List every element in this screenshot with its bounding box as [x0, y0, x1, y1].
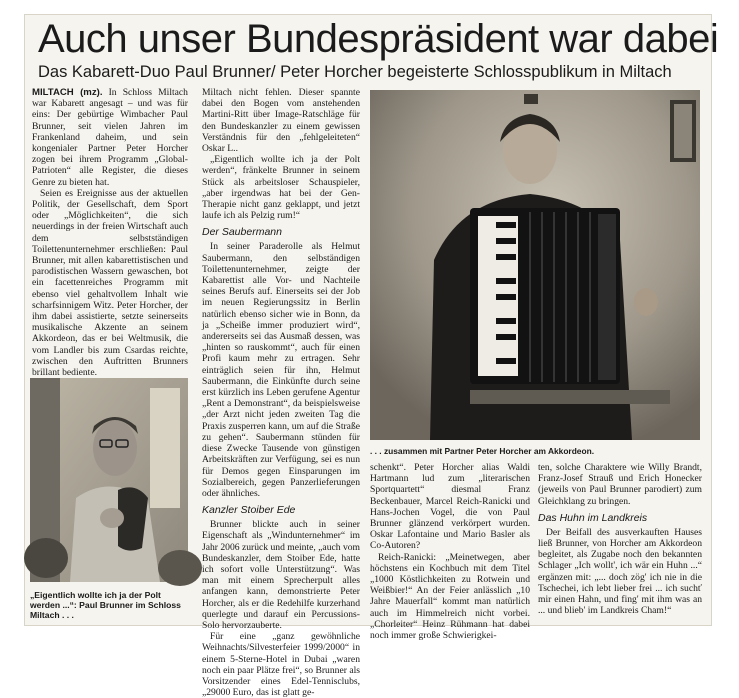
dateline: MILTACH (mz). [32, 87, 103, 98]
article-column-4 [538, 462, 702, 622]
paragraph: Der Beifall des ausverkauften Hauses ließ Brunner, von Horcher am Akkordeon begleitet, als Zugabe noch den bekannten Schlager „Ich wollt', ich wär ein Huhn ...“ ergänzen mit: „... doch zög' ich nie in die Tschechei, ich lebt lieber frei ... ich suchť mir einen Hahn, und fing' mit ihm was an ... und blieb' im Landkreis Cham!“ [538, 526, 702, 617]
paragraph: Für eine „ganz gewöhnliche Weihnachts/Silvesterfeier 1999/2000“ in einem 5-Sterne-Hotel in Dubai „waren noch ein paar Plätze frei“, so Brunner als Vorsitzender eines Edel-Tennisclubs, „29000 Euro, das ist glatt ge- [202, 631, 360, 698]
paragraph: Reich-Ranicki: „Meinetwegen, aber höchstens ein Kochbuch mit dem Titel „1000 Köstlichkeiten zu Rotwein und Weißbier!“ An der Feier anlässlich „10 Jahre Mauerfall“ kommt man natürlich auch im Himmelreich nicht vorbei. „Chorleiter“ Heinz Rühmann hat dabei noch immer große Schwierigkei- [370, 551, 530, 642]
paragraph: schenkt“. Peter Horcher alias Waldi Hartmann lud zum „literarischen Sportquartett“ diesmal Franz Beckenbauer, Marcel Reich-Ranicki und Hans-Jochen Vogel, die von Paul Brunner glänzend verkörpert wurden. Oskar Lafontaine und Mario Basler als Co-Autoren? [370, 462, 530, 552]
paragraph-text: In Schloss Miltach war Kabarett angesagt – und was für eins: Der gebürtige Wimbacher Paul Brunner, seit vielen Jahren im Frankenland daheim, und sein kongenialer Partner Peter Horcher zogen bei ihrem Programm „Global-Patrioten“ alle Register, die dieses Genre zu bieten hat. [32, 87, 188, 188]
article-headline: Auch unser Bundespräsident war dabei [38, 17, 719, 61]
photo-paul-brunner [30, 378, 188, 582]
paragraph: Seien es Ereignisse aus der aktuellen Politik, der Gesellschaft, dem Sport oder „Möglichkeiten“, die sich neuerdings in der freien Wirtschaft auch dem selbstständigen Toilettenunternehmer erschließen: Paul Brunner, mit allen kabarettistischen und parodistischen Wassern gewaschen, bot ein facettenreiches Programm mit ebenso viel gehaltvollem Inhalt wie scharfsinnigem Witz. Peter Horcher, der ihm dabei assistierte, setzte seinerseits musikalische Akzente an seinem Akkordeon, das er bei Weltmusik, die vom Landler bis zum Csardas reichte, zwischen den Auftritten Brunners brillant bediente. [32, 187, 188, 379]
section-heading: Kanzler Stoiber Ede [202, 504, 296, 517]
paragraph: Miltach nicht fehlen. Dieser spannte dabei den Bogen vom anstehenden Martini-Ritt über Image-Ratschläge für den Bundeskanzler zu einem gewissen Verständnis für den „fehlgeleiteten“ Oskar L.. [202, 87, 360, 155]
photo-image [370, 90, 700, 440]
paragraph: „Eigentlich wollte ich ja der Polt werden“, fränkelte Brunner in seinem Stück als arbeitsloser Schauspieler, „aber irgendwas hat bei der Gen-Therapie nicht ganz geklappt, und jetzt laufe ich als Pelzig rum!“ [202, 154, 360, 222]
photo-image [30, 378, 188, 582]
photo-peter-horcher-accordion [370, 90, 700, 440]
article-subheadline: Das Kabarett-Duo Paul Brunner/ Peter Horcher begeisterte Schlosspublikum in Miltach [38, 63, 672, 81]
article-column-2 [202, 87, 360, 698]
photo-caption-small: „Eigentlich wollte ich ja der Polt werden ...“: Paul Brunner im Schloss Miltach . . . [30, 590, 181, 620]
article-column-1 [32, 87, 188, 379]
section-heading: Der Saubermann [202, 226, 282, 239]
paragraph: In seiner Paraderolle als Helmut Saubermann, den selbständigen Toilettenunternehmer, zeigte der Kabarettist alle Vor- und Nachteile seines Berufs auf. Einerseits sei der Job im neuen Regierungssitz in Berlin natürlich ebenso sicher wie in Bonn, da ja „Scheiße immer produziert wird“, andererseits sei das Ausmaß dessen, was „hinten so rauskommt“, auch für einen Profi kaum mehr zu ertragen. Sehr einträglich seien für ihn, Helmut Saubermann, die Einkünfte durch seine erst kürzlich ins Leben gerufene Agentur „Rent a Demonstrant“, da beispielsweise „der Arzt nicht jeden zweiten Tag die Praxis zusperren kann, um auf die Straße zu gehen“. Saubermann stünden für diese Zwecke Tausende von günstigen Arbeitskräften zur Verfügung, sei es nun für Demos gegen Einsparungen im Sozialbereich, gegen Panzerlieferungen oder ähnliches. [202, 241, 360, 499]
paragraph: Brunner blickte auch in seiner Eigenschaft als „Windunternehmer“ im Jahr 2006 zurück und meinte, „auch vom Bundeskanzler, dem Stoiber Ede, hatte ich sofort volle Unterstützung“. Was man mit einem Sprecherpult alles anfangen kann, demonstrierte Peter Horcher, als er die Redehilfe kurzerhand querlegte und darauf ein Percussions-Solo hervorzauberte. [202, 519, 360, 631]
section-heading: Das Huhn im Landkreis [538, 511, 648, 524]
paragraph [32, 87, 188, 188]
photo-caption-big: . . . zusammen mit Partner Peter Horcher am Akkordeon. [370, 446, 595, 456]
paragraph: ten, solche Charaktere wie Willy Brandt, Franz-Josef Strauß und Erich Honecker (jeweils von Paul Brunner parodiert) zum Gleichklang zu bringen. [538, 462, 702, 507]
article-column-3 [370, 462, 530, 642]
